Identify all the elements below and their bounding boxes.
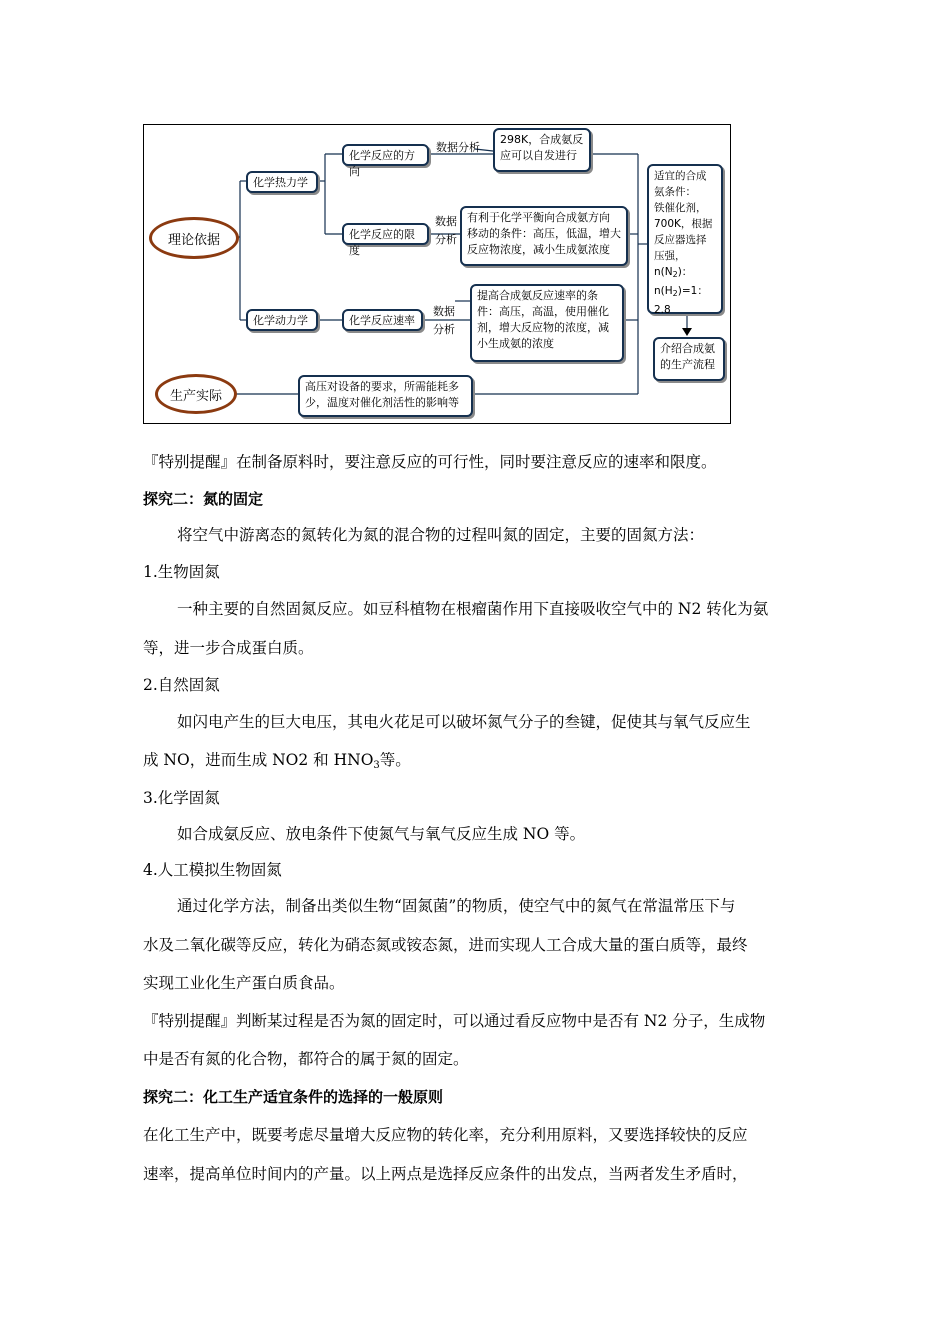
paragraph: 如合成氨反应、放电条件下使氮气与氧气反应生成 NO 等。: [177, 825, 586, 843]
text-line: 应可以自发进行: [500, 149, 577, 162]
data-analysis-label: 分析: [435, 233, 457, 246]
thermo-node: 化学热力学: [246, 171, 318, 193]
paragraph: [143, 748, 813, 771]
paragraph: 水及二氧化碳等反应，转化为硝态氮或铵态氮，进而实现人工合成大量的蛋白质等，最终: [143, 936, 748, 954]
text-line: 适宜的合成: [654, 170, 707, 182]
limit-node: 化学反应的限度: [342, 223, 429, 245]
paragraph: 将空气中游离态的氮转化为氮的混合物的过程叫氮的固定，主要的固氮方法：: [177, 526, 705, 544]
list-item-title: 4.人工模拟生物固氮: [143, 861, 282, 879]
text-line: [654, 283, 716, 318]
practice-result-box: [298, 375, 473, 417]
text-line: 氨条件：: [654, 186, 696, 198]
text-fragment: 等。: [379, 751, 411, 769]
rate-node: 化学反应速率: [342, 309, 423, 331]
paragraph: 速率，提高单位时间内的产量。以上两点是选择反应条件的出发点，当两者发生矛盾时，: [143, 1165, 748, 1183]
text-line: 提高合成氨反应速率的条: [477, 289, 598, 302]
text-fragment: 压强，n(N: [654, 250, 686, 278]
text-line: 的生产流程: [660, 358, 715, 371]
text-fragment: 成 NO，进而生成 NO2 和 HNO: [143, 751, 374, 769]
list-item-title: 3.化学固氮: [143, 789, 220, 807]
paragraph: 中是否有氮的化合物，都符合的属于氮的固定。: [143, 1050, 469, 1068]
concept-diagram: [143, 124, 731, 424]
text-fragment: )：: [677, 266, 693, 278]
paragraph: 在化工生产中，既要考虑尽量增大反应物的转化率，充分利用原料，又要选择较快的反应: [143, 1126, 748, 1144]
data-analysis-label: 分析: [433, 323, 455, 336]
subscript: 2: [672, 289, 678, 298]
text-line: [654, 248, 716, 283]
text-line: 反应物浓度，减小生成氨浓度: [467, 243, 610, 256]
limit-result-box: [460, 206, 628, 266]
text-line: 反应器选择: [654, 234, 707, 246]
text-line: 700K，根据: [654, 218, 713, 230]
text-line: 剂，增大反应物的浓度，减: [477, 321, 609, 334]
text-fragment: )=1：2.8: [654, 285, 708, 316]
text-line: 移动的条件：高压，低温，增大: [467, 227, 621, 240]
paragraph: 如闪电产生的巨大电压，其电火花足可以破坏氮气分子的叁键，促使其与氧气反应生: [177, 713, 751, 731]
text-line: 铁催化剂，: [654, 202, 707, 214]
subscript: 3: [373, 760, 380, 771]
kinetics-node: 化学动力学: [246, 309, 318, 331]
data-analysis-label: 数据: [435, 215, 457, 228]
special-reminder: 『特别提醒』判断某过程是否为氮的固定时，可以通过看反应物中是否有 N2 分子，生成物: [143, 1012, 766, 1030]
text-line: 298K，合成氨反: [500, 133, 584, 146]
text-line: 少，温度对催化剂活性的影响等: [305, 396, 459, 409]
data-analysis-label: 数据: [433, 305, 455, 318]
production-practice-node: 生产实际: [155, 374, 237, 414]
subscript: 2: [672, 270, 678, 279]
paragraph: 通过化学方法，制备出类似生物“固氮菌”的物质，使空气中的氮气在常温常压下与: [177, 897, 736, 915]
paragraph: 一种主要的自然固氮反应。如豆科植物在根瘤菌作用下直接吸收空气中的 N2 转化为氨: [177, 600, 769, 618]
text-line: 有利于化学平衡向合成氨方向: [467, 211, 610, 224]
theory-basis-node: 理论依据: [149, 217, 239, 259]
list-item-title: 1.生物固氮: [143, 563, 220, 581]
paragraph: 实现工业化生产蛋白质食品。: [143, 974, 345, 992]
production-flow-box: [653, 337, 725, 381]
text-line: 小生成氨的浓度: [477, 337, 554, 350]
rate-result-box: [470, 284, 624, 362]
text-fragment: n(H: [654, 285, 673, 297]
section-heading: 探究二：氮的固定: [143, 490, 264, 508]
section-heading: 探究二：化工生产适宜条件的选择的一般原则: [143, 1088, 444, 1106]
data-analysis-label: 数据分析: [436, 141, 480, 154]
direction-node: 化学反应的方向: [342, 144, 429, 166]
paragraph: 等，进一步合成蛋白质。: [143, 639, 314, 657]
text-line: 高压对设备的要求，所需能耗多: [305, 380, 459, 393]
list-item-title: 2.自然固氮: [143, 676, 220, 694]
optimal-conditions-box: [647, 164, 723, 314]
direction-result-box: [493, 128, 591, 172]
special-reminder: 『特别提醒』在制备原料时，要注意反应的可行性，同时要注意反应的速率和限度。: [143, 453, 717, 471]
text-line: 介绍合成氨: [660, 342, 715, 355]
text-line: 件：高压，高温，使用催化: [477, 305, 609, 318]
